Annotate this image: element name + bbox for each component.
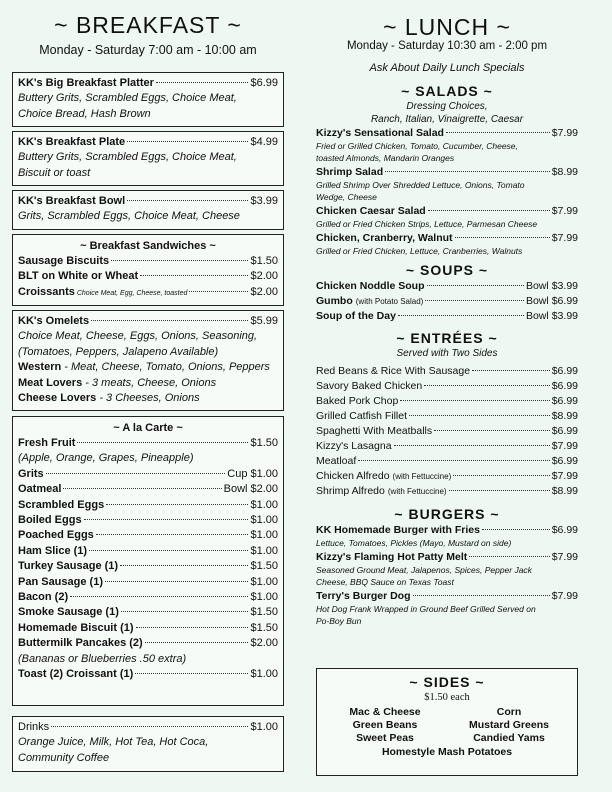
dot-leader [413, 595, 550, 596]
breakfast-title: ~ BREAKFAST ~ [54, 12, 242, 38]
item-price: $1.00 [250, 544, 278, 557]
menu-item-row [316, 550, 578, 565]
item-price: $1.00 [250, 514, 278, 527]
lunch-content [316, 82, 578, 628]
entrees-list [316, 364, 578, 499]
item-description: (Tomatoes, Peppers, Jalapeno Available) [18, 345, 219, 358]
dot-leader [358, 460, 549, 461]
item-price: $7.99 [551, 440, 578, 452]
item-name: Fresh Fruit [18, 437, 76, 449]
item-name: Toast (2) Croissant (1) [18, 668, 134, 681]
item-price: $6.99 [551, 524, 578, 536]
side-item: Sweet Peas [356, 732, 414, 744]
menu-item-row: Croissants Choice Meat, Egg, Cheese, toasted $2.00 [18, 285, 278, 298]
item-price: $3.99 [551, 310, 578, 322]
omelet-variant: Cheese Lovers - 3 Cheeses, Onions [18, 392, 200, 405]
menu-item-row [316, 439, 578, 454]
item-unit: Cup [227, 467, 248, 480]
side-item: Corn [496, 706, 522, 718]
item-description: Po-Boy Bun [316, 616, 362, 626]
item-name: Soup of the Day [316, 310, 396, 322]
item-price: $6.99 [551, 425, 578, 437]
item-description: (Bananas or Blueberries .50 extra) [18, 652, 187, 665]
menu-item-row [18, 605, 278, 620]
alacarte-list [18, 436, 278, 683]
item-note: (with Potato Salad) [355, 297, 424, 306]
menu-item-row [316, 204, 578, 219]
menu-item-row [316, 469, 578, 484]
menu-item-row [316, 364, 578, 379]
dot-leader [409, 415, 550, 416]
item-name: Ham Slice (1) [18, 544, 88, 557]
item-name: Smoke Sausage (1) [18, 606, 119, 619]
dot-leader [120, 565, 248, 566]
sandwiches-heading: ~ Breakfast Sandwiches ~ [80, 240, 216, 252]
soups-heading: ~ SOUPS ~ [405, 262, 489, 278]
item-name: Bacon (2) [18, 591, 69, 604]
dot-leader [135, 673, 248, 674]
item-price: $1.50 [250, 560, 278, 573]
item-description: (Apple, Orange, Grapes, Pineapple) [18, 452, 194, 465]
lunch-title: ~ LUNCH ~ [383, 14, 511, 40]
dot-leader [89, 550, 248, 551]
item-price: $7.99 [551, 551, 578, 563]
menu-item-row [18, 513, 278, 528]
dot-leader [424, 385, 549, 386]
menu-item-row [316, 231, 578, 246]
sides-price: $1.50 each [424, 692, 470, 703]
item-description: Fried or Grilled Chicken, Tomato, Cucumber, Cheese, [316, 141, 518, 151]
dot-leader [482, 529, 550, 530]
item-name: Chicken Caesar Salad [316, 205, 426, 217]
menu-item-row [18, 467, 278, 482]
menu-item-row [316, 165, 578, 180]
burgers-list [316, 523, 578, 627]
item-name: Homemade Biscuit (1) [18, 621, 134, 634]
item-name: Shrimp Salad [316, 166, 384, 178]
dot-leader [428, 210, 550, 211]
entrees-heading: ~ ENTRÉES ~ [396, 330, 498, 346]
item-note: (with Fettuccine) [392, 472, 452, 481]
item-price: $8.99 [551, 166, 578, 178]
dot-leader [105, 581, 248, 582]
item-description: Community Coffee [18, 751, 110, 764]
omelet-variant: Western - Meat, Cheese, Tomato, Onions, Peppers [18, 361, 270, 374]
dot-leader [121, 611, 249, 612]
item-name: Savory Baked Chicken [316, 380, 423, 392]
item-description: Buttery Grits, Scrambled Eggs, Choice Meat, [18, 92, 237, 105]
item-price: $7.99 [551, 127, 578, 139]
menu-item-row [316, 424, 578, 439]
item-name: Boiled Eggs [18, 514, 82, 527]
dot-leader [145, 642, 249, 643]
menu-item-row [18, 544, 278, 559]
item-description: Seasoned Ground Meat, Jalapenos, Spices, Pepper Jack [316, 565, 532, 575]
menu-item-row: KK's Big Breakfast Platter $6.99 [18, 77, 278, 89]
dot-leader [385, 171, 550, 172]
soups-list [316, 279, 578, 324]
item-price: $1.50 [250, 606, 278, 619]
salads-heading: ~ SALADS ~ [401, 83, 493, 99]
menu-item-row [316, 484, 578, 499]
item-price: $6.99 [551, 365, 578, 377]
menu-item-row [316, 126, 578, 141]
lunch-hours: Monday - Saturday 10:30 am - 2:00 pm [346, 40, 548, 52]
item-description: Biscuit or toast [18, 166, 91, 179]
menu-item-row [18, 436, 278, 451]
item-description: Wedge, Cheese [316, 192, 377, 202]
dot-leader [63, 488, 221, 489]
menu-item-row [316, 409, 578, 424]
side-item: Green Beans [352, 719, 418, 731]
burgers-heading: ~ BURGERS ~ [394, 506, 500, 522]
item-name: Turkey Sausage (1) [18, 560, 119, 573]
item-unit: Bowl [525, 280, 549, 292]
item-name: Kizzy's Lasagna [316, 440, 392, 452]
dot-leader [96, 534, 249, 535]
item-price: $1.00 [250, 591, 278, 604]
item-price: $3.99 [551, 280, 578, 292]
item-price: $8.99 [551, 485, 578, 497]
bowl-box [12, 190, 284, 230]
salads-subtitle: Dressing Choices, [406, 101, 488, 112]
dot-leader [400, 400, 549, 401]
dot-leader [70, 596, 248, 597]
item-description: Grilled Shrimp Over Shredded Lettuce, Onions, Tomato [316, 180, 525, 190]
item-price: $7.99 [551, 205, 578, 217]
item-price: $1.00 [250, 467, 278, 480]
menu-item-row [18, 559, 278, 574]
item-description: Lettuce, Tomatoes, Pickles (Mayo, Mustard on side) [316, 538, 512, 548]
sides-grid [323, 706, 571, 745]
menu-item-row [18, 575, 278, 590]
menu-item-row [18, 498, 278, 513]
item-price: $1.50 [250, 621, 278, 634]
dot-leader [425, 300, 524, 301]
menu-item-row [316, 294, 578, 309]
item-name: Chicken Alfredo [316, 470, 390, 482]
item-description: Grits, Scrambled Eggs, Choice Meat, Cheese [18, 210, 240, 223]
lunch-specials-note: Ask About Daily Lunch Specials [369, 62, 525, 74]
dot-leader [455, 237, 550, 238]
dot-leader [469, 556, 549, 557]
menu-item-row: KK's Omelets $5.99 [18, 315, 278, 327]
item-description: Orange Juice, Milk, Hot Tea, Hot Coca, [18, 736, 209, 749]
item-price: $7.99 [551, 590, 578, 602]
item-name: Meatloaf [316, 455, 357, 467]
item-name: Poached Eggs [18, 529, 94, 542]
item-unit: Bowl [223, 483, 248, 496]
item-price: $7.99 [551, 232, 578, 244]
sides-heading: ~ SIDES ~ [409, 674, 485, 690]
item-price: $7.99 [551, 470, 578, 482]
dot-leader [394, 445, 550, 446]
item-name: Kizzy's Flaming Hot Patty Melt [316, 551, 468, 563]
item-unit: Bowl [525, 295, 549, 307]
item-name: Terry's Burger Dog [316, 590, 411, 602]
dot-leader [398, 315, 524, 316]
item-name: Kizzy's Sensational Salad [316, 127, 444, 139]
item-description: Grilled or Fried Chicken Strips, Lettuce, Parmesan Cheese [316, 219, 538, 229]
dot-leader [136, 627, 249, 628]
menu-item-row [316, 379, 578, 394]
salads-dressings: Ranch, Italian, Vinaigrette, Caesar [370, 114, 524, 125]
side-item: Mustard Greens [469, 719, 549, 731]
dot-leader [427, 285, 524, 286]
dot-leader [84, 519, 249, 520]
item-description: Choice Meat, Cheese, Eggs, Onions, Seasoning, [18, 330, 258, 343]
item-name: Grits [18, 467, 44, 480]
menu-item-row: Drinks $1.00 [18, 721, 278, 733]
menu-item-row: KK's Breakfast Plate $4.99 [18, 136, 278, 148]
side-item: Homestyle Mash Potatoes [381, 746, 513, 758]
dot-leader [446, 132, 550, 133]
item-name: Shrimp Alfredo [316, 485, 385, 497]
item-price: $1.00 [250, 668, 278, 681]
item-price: $6.99 [551, 395, 578, 407]
entrees-subtitle: Served with Two Sides [396, 348, 498, 359]
dot-leader [434, 430, 550, 431]
omelet-variant: Meat Lovers - 3 meats, Cheese, Onions [18, 376, 217, 389]
omelets-box [12, 310, 284, 411]
menu-item-row [316, 523, 578, 538]
item-name: Gumbo [316, 295, 353, 307]
item-price: $6.99 [551, 295, 578, 307]
item-price: $1.00 [250, 498, 278, 511]
item-price: $2.00 [250, 637, 278, 650]
dot-leader [46, 473, 226, 474]
item-price: $1.00 [250, 529, 278, 542]
item-description: Grilled or Fried Chicken, Lettuce, Cranberries, Walnuts [316, 246, 523, 256]
item-name: KK Homemade Burger with Fries [316, 524, 480, 536]
item-name: Oatmeal [18, 483, 62, 496]
menu-item-row [316, 279, 578, 294]
item-name: Grilled Catfish Fillet [316, 410, 408, 422]
dot-leader [472, 370, 550, 371]
menu-item-row [316, 589, 578, 604]
item-description: Buttery Grits, Scrambled Eggs, Choice Meat, [18, 151, 237, 164]
breakfast-hours: Monday - Saturday 7:00 am - 10:00 am [39, 43, 257, 57]
item-price: $6.99 [551, 455, 578, 467]
item-name: Chicken, Cranberry, Walnut [316, 232, 453, 244]
item-description: toasted Almonds, Mandarin Oranges [316, 153, 455, 163]
menu-item-row: KK's Breakfast Bowl $3.99 [18, 195, 278, 207]
side-item: Candied Yams [473, 732, 545, 744]
item-description: Cheese, BBQ Sauce on Texas Toast [316, 577, 454, 587]
dot-leader [449, 490, 550, 491]
item-name: Buttermilk Pancakes (2) [18, 637, 143, 650]
alacarte-heading: ~ A la Carte ~ [113, 422, 183, 434]
item-price: $2.00 [250, 483, 278, 496]
menu-item-row [18, 528, 278, 543]
menu-item-row [18, 590, 278, 605]
dot-leader [77, 442, 248, 443]
item-name: Pan Sausage (1) [18, 575, 103, 588]
dot-leader [106, 504, 248, 505]
sides-box [316, 668, 578, 776]
item-price: $1.50 [250, 437, 278, 449]
item-unit: Bowl [525, 310, 549, 322]
item-name: Scrambled Eggs [18, 498, 105, 511]
platter-box [12, 72, 284, 127]
item-name: Red Beans & Rice With Sausage [316, 365, 471, 377]
item-price: $8.99 [551, 410, 578, 422]
item-price: $1.00 [250, 575, 278, 588]
item-price: $6.99 [551, 380, 578, 392]
item-name: Spaghetti With Meatballs [316, 425, 433, 437]
menu-item-row: Sausage Biscuits $1.50 [18, 255, 278, 267]
drinks-box [12, 716, 284, 772]
item-name: Baked Pork Chop [316, 395, 399, 407]
menu-item-row [316, 394, 578, 409]
menu-item-row [18, 667, 278, 682]
item-description: Choice Bread, Hash Brown [18, 107, 151, 120]
item-description: Hot Dog Frank Wrapped in Ground Beef Grilled Served on [316, 604, 536, 614]
menu-item-row: BLT on White or Wheat $2.00 [18, 270, 278, 283]
side-item: Mac & Cheese [349, 706, 421, 718]
plate-box [12, 131, 284, 186]
menu-item-row [18, 621, 278, 636]
dot-leader [453, 475, 549, 476]
menu-item-row [316, 454, 578, 469]
item-note: (with Fettuccine) [387, 487, 447, 496]
menu-item-row [18, 482, 278, 497]
sandwiches-box [12, 234, 284, 306]
item-name: Chicken Noddle Soup [316, 280, 425, 292]
menu-item-row [18, 636, 278, 651]
alacarte-box [12, 416, 284, 706]
salads-list [316, 126, 578, 257]
menu-item-row [316, 309, 578, 324]
